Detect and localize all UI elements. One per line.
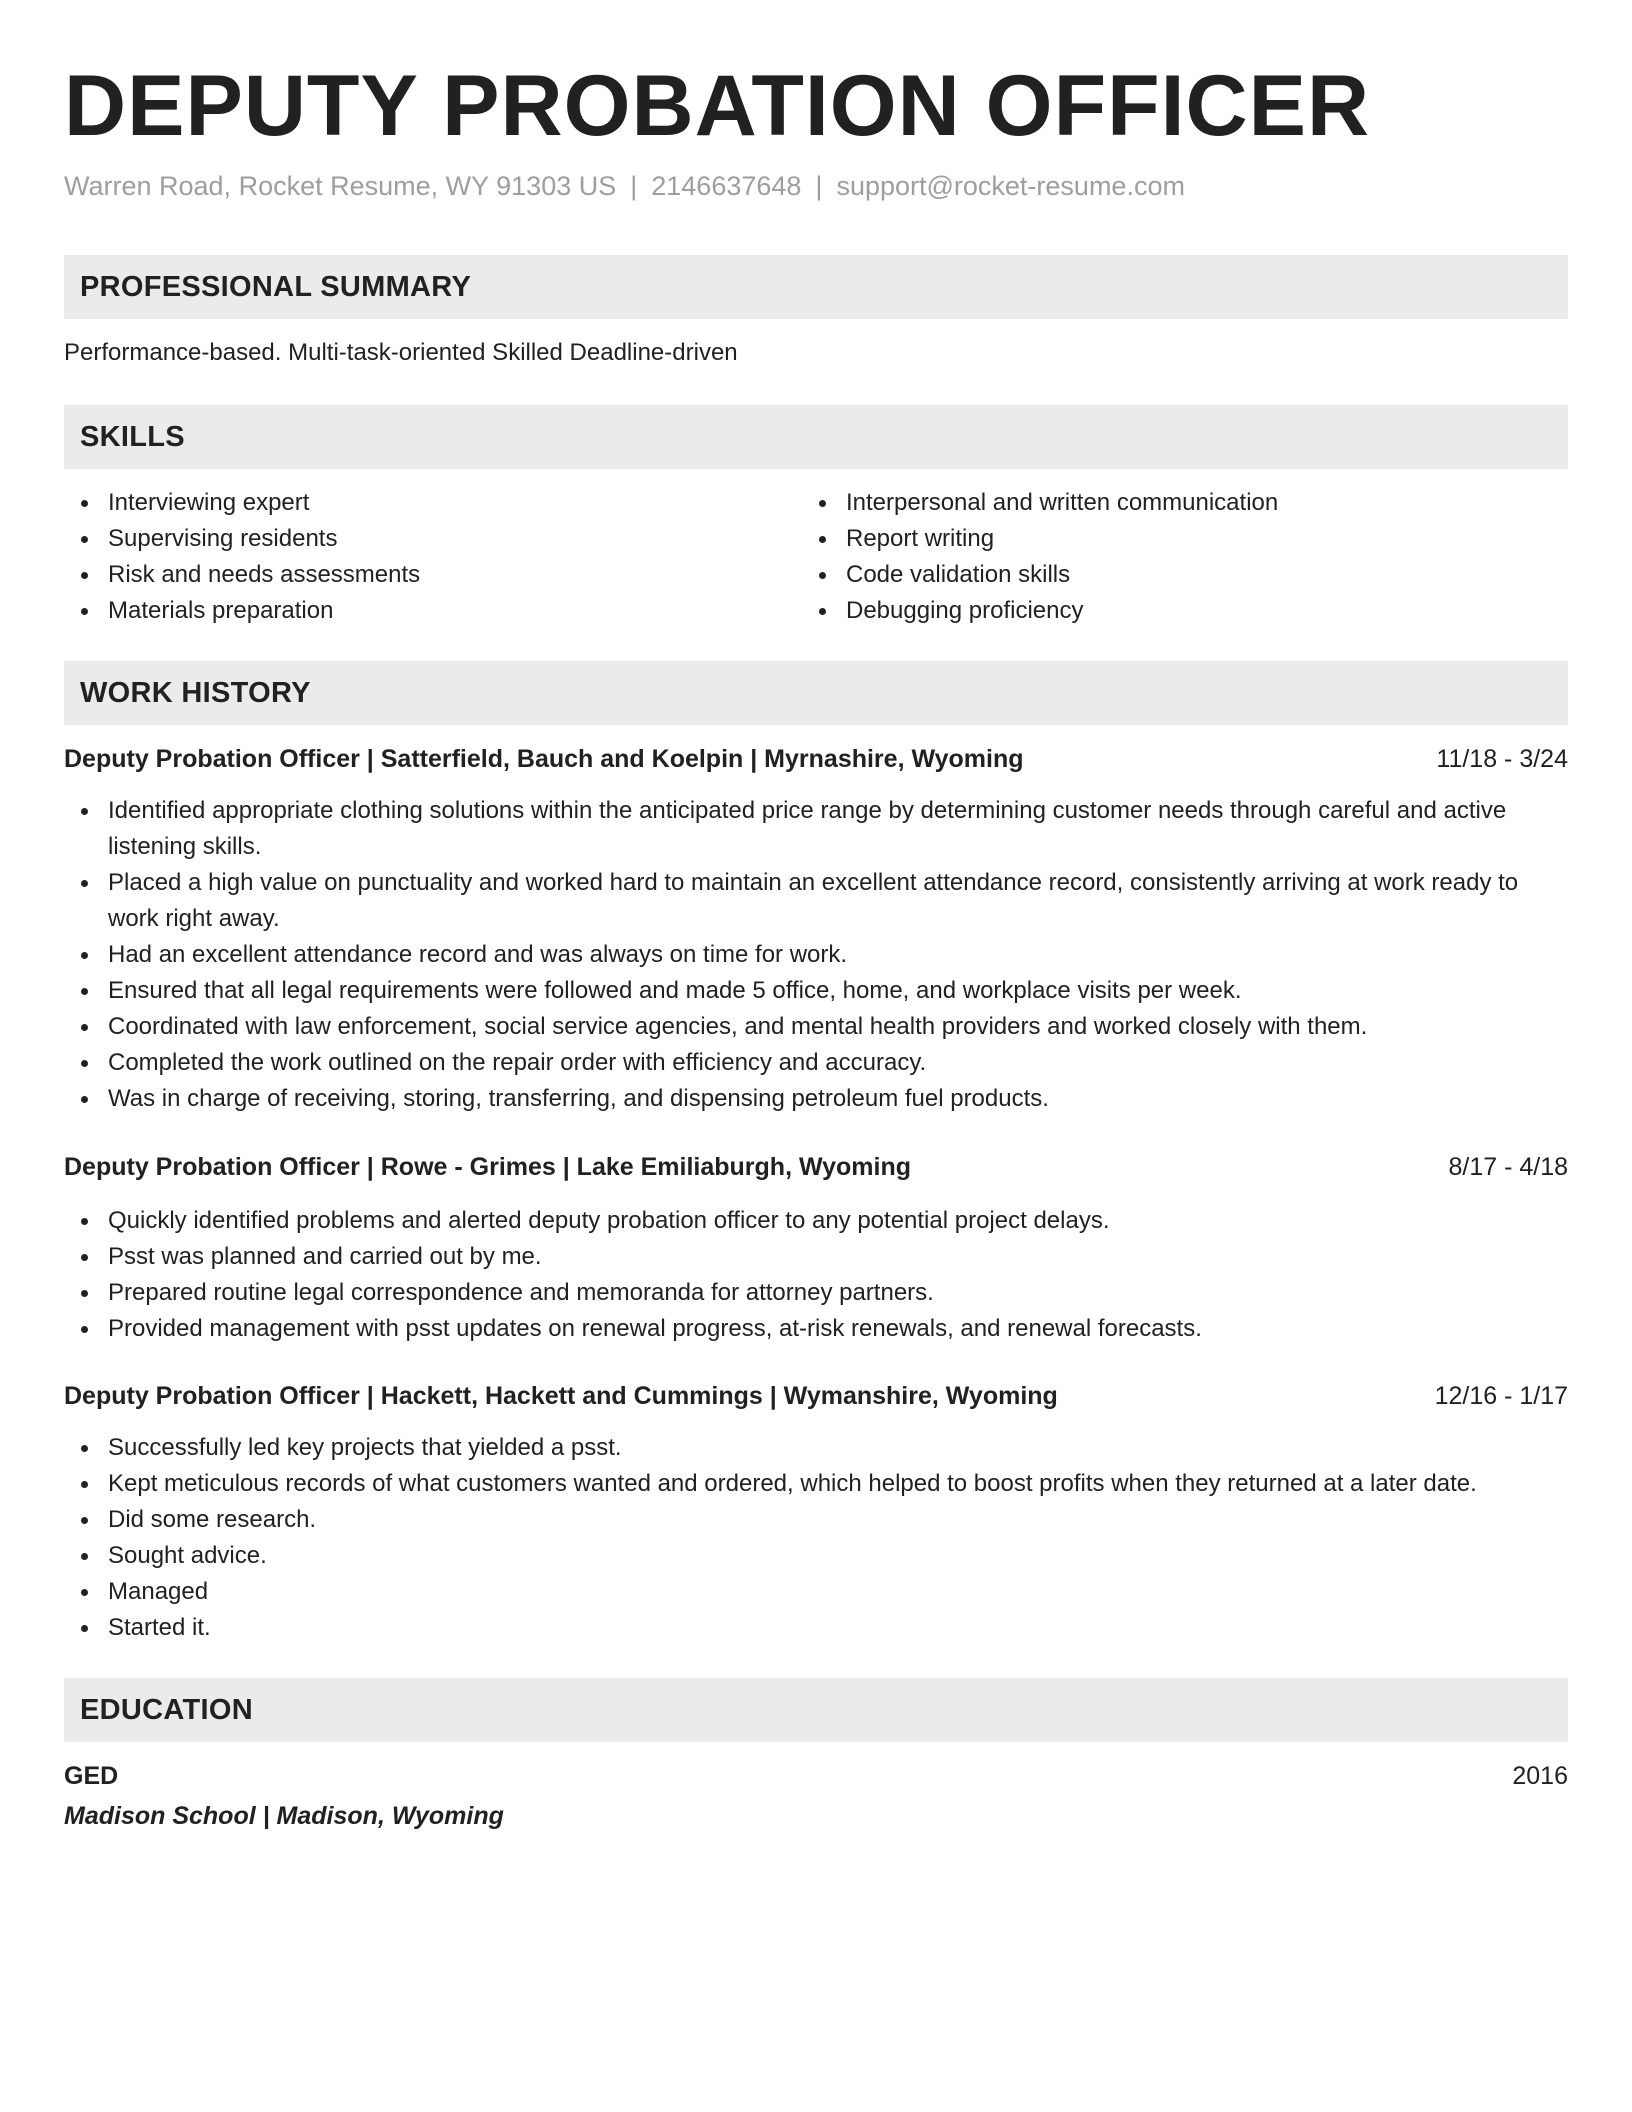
summary-heading: PROFESSIONAL SUMMARY <box>64 255 1568 319</box>
job-bullet: Kept meticulous records of what customers wanted and ordered, which helped to boost profits when they returned at a later date. <box>64 1466 1568 1502</box>
skill-item: Interpersonal and written communication <box>802 485 1540 521</box>
job-bullets <box>64 1430 1568 1646</box>
job-bullet: Managed <box>64 1574 1568 1610</box>
job-bullets <box>64 793 1568 1117</box>
job-bullet: Psst was planned and carried out by me. <box>64 1239 1568 1275</box>
contact-separator: | <box>815 171 823 201</box>
job-bullet: Identified appropriate clothing solutions within the anticipated price range by determining customer needs through careful and active listening skills. <box>64 793 1568 865</box>
skill-item: Debugging proficiency <box>802 593 1540 629</box>
contact-phone: 2146637648 <box>651 171 802 201</box>
job-bullet: Sought advice. <box>64 1538 1568 1574</box>
job-title: Deputy Probation Officer | Rowe - Grimes | Lake Emiliaburgh, Wyoming <box>64 1153 911 1181</box>
contact-address: Warren Road, Rocket Resume, WY 91303 US <box>64 171 617 201</box>
skill-item: Code validation skills <box>802 557 1540 593</box>
skill-item: Report writing <box>802 521 1540 557</box>
skills-left-column <box>64 485 802 629</box>
job-bullet: Provided management with psst updates on renewal progress, at-risk renewals, and renewal forecasts. <box>64 1311 1568 1347</box>
skill-item: Materials preparation <box>64 593 802 629</box>
job-entry <box>64 741 1568 1117</box>
candidate-name: DEPUTY PROBATION OFFICER <box>64 58 1371 154</box>
job-entry <box>64 1378 1568 1646</box>
skill-item: Risk and needs assessments <box>64 557 802 593</box>
job-header <box>64 741 1568 777</box>
job-bullet: Did some research. <box>64 1502 1568 1538</box>
summary-text: Performance-based. Multi-task-oriented Skilled Deadline-driven <box>64 339 738 366</box>
skill-item: Supervising residents <box>64 521 802 557</box>
education-school: Madison School | Madison, Wyoming <box>64 1802 504 1830</box>
job-bullet: Had an excellent attendance record and was always on time for work. <box>64 937 1568 973</box>
job-title: Deputy Probation Officer | Hackett, Hackett and Cummings | Wymanshire, Wyoming <box>64 1382 1058 1410</box>
job-dates: 11/18 - 3/24 <box>1436 745 1568 773</box>
skill-item: Interviewing expert <box>64 485 802 521</box>
work-history-heading: WORK HISTORY <box>64 661 1568 725</box>
education-degree: GED <box>64 1762 119 1790</box>
job-header <box>64 1378 1568 1414</box>
contact-separator: | <box>630 171 638 201</box>
job-bullet: Coordinated with law enforcement, social service agencies, and mental health providers and worked closely with them. <box>64 1009 1568 1045</box>
skills-heading: SKILLS <box>64 405 1568 469</box>
contact-email: support@rocket-resume.com <box>836 171 1185 201</box>
job-header <box>64 1149 1568 1185</box>
job-title: Deputy Probation Officer | Satterfield, Bauch and Koelpin | Myrnashire, Wyoming <box>64 745 1024 773</box>
job-bullet: Prepared routine legal correspondence and memoranda for attorney partners. <box>64 1275 1568 1311</box>
education-row <box>64 1758 1568 1794</box>
job-bullet: Completed the work outlined on the repair order with efficiency and accuracy. <box>64 1045 1568 1081</box>
skills-grid <box>64 485 1568 629</box>
job-bullet: Placed a high value on punctuality and worked hard to maintain an excellent attendance record, consistently arriving at work ready to work right away. <box>64 865 1568 937</box>
job-dates: 12/16 - 1/17 <box>1434 1382 1568 1410</box>
education-year: 2016 <box>1512 1762 1568 1790</box>
job-bullet: Ensured that all legal requirements were followed and made 5 office, home, and workplace visits per week. <box>64 973 1568 1009</box>
job-bullet: Started it. <box>64 1610 1568 1646</box>
skills-right-column <box>802 485 1540 629</box>
education-heading: EDUCATION <box>64 1678 1568 1742</box>
job-bullet: Quickly identified problems and alerted deputy probation officer to any potential project delays. <box>64 1203 1568 1239</box>
job-dates: 8/17 - 4/18 <box>1448 1153 1568 1181</box>
job-bullet: Successfully led key projects that yielded a psst. <box>64 1430 1568 1466</box>
contact-line <box>64 168 1568 204</box>
job-bullets <box>64 1203 1568 1347</box>
job-bullet: Was in charge of receiving, storing, transferring, and dispensing petroleum fuel products. <box>64 1081 1568 1117</box>
job-entry <box>64 1149 1568 1347</box>
